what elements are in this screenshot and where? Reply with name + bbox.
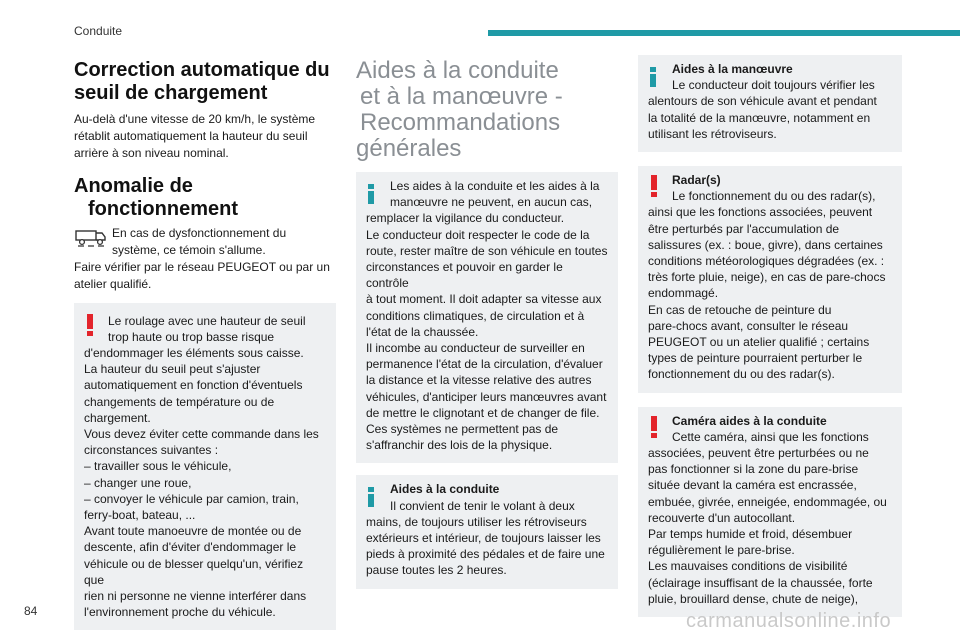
- exclamation-icon: [648, 415, 660, 437]
- text-line: rétablit automatiquement la hauteur du seuil: [74, 128, 308, 143]
- box-title: Aides à la manœuvre: [672, 62, 793, 76]
- text-line: Par temps humide et froid, désembuer: [648, 527, 853, 542]
- text-line: pare-chocs avant, consulter le réseau: [648, 318, 849, 333]
- text-line: conditions climatiques, de circulation et à: [366, 308, 585, 323]
- text-line: Les aides à la conduite et les aides à la: [390, 179, 600, 193]
- text-line: s'affranchir des lois de la physique.: [366, 438, 553, 453]
- text-line: circonstances et pouvoir en garder le contrôle: [366, 260, 563, 291]
- watermark: carmanualsonline.info: [686, 610, 892, 632]
- text-line: utilisant les rétroviseurs.: [648, 126, 777, 141]
- text-line: remplacer la vigilance du conducteur.: [366, 211, 565, 226]
- text-line: système, ce témoin s'allume.: [112, 243, 266, 258]
- text-line: rien ni personne ne vienne interférer dans: [84, 589, 307, 604]
- box-title: Caméra aides à la conduite: [672, 413, 827, 428]
- text-line: Le roulage avec une hauteur de seuil: [108, 313, 306, 328]
- header-title: Conduite: [74, 24, 123, 38]
- text-line: très forte pluie, neige), en cas de pare-chocs: [648, 270, 886, 285]
- text-line: pause toutes les 2 heures.: [366, 563, 507, 578]
- text-line: conditions météorologiques dégradées (ex. :: [648, 254, 885, 269]
- text-line: embuée, givrée, enneigée, endommagée, ou: [648, 494, 887, 509]
- warning-box-camera: [638, 407, 902, 617]
- exclamation-icon: [648, 174, 660, 196]
- text-line: permanence l'état de la circulation, d'évaluer: [366, 357, 603, 372]
- heading-line: générales: [356, 135, 462, 162]
- section-title-auto-correction: [74, 59, 336, 105]
- text-line: – changer une roue,: [84, 475, 192, 490]
- text-line: extérieurs et intérieur, de toujours laisser les: [366, 531, 601, 546]
- text-line: trop haute ou trop basse risque: [108, 329, 275, 344]
- text-line: En cas de retouche de peinture du: [648, 302, 832, 317]
- warning-box-radar: [638, 166, 902, 393]
- box-title: Aides à la conduite: [390, 482, 500, 497]
- info-icon: [368, 184, 374, 204]
- info-box-general: [356, 172, 618, 463]
- text-line: (éclairage insuffisant de la chaussée, forte: [648, 575, 873, 590]
- info-box-driving-aids: [356, 475, 618, 588]
- text-line: située devant la caméra est encrassée,: [648, 478, 857, 493]
- text-line: véhicules, d'anticiper leurs manœuvres avant: [366, 389, 607, 404]
- info-icon: [650, 67, 656, 87]
- text-line: à tout moment. Il doit adapter sa vitesse aux: [366, 292, 602, 307]
- text-line: pas fonctionner si la zone du pare-brise: [648, 462, 859, 477]
- text-line: l'environnement proche du véhicule.: [84, 605, 276, 620]
- section-title-line: Anomalie de: [74, 175, 193, 198]
- warning-box-ride-height: [74, 303, 336, 631]
- text-line: La hauteur du seuil peut s'ajuster: [84, 362, 261, 377]
- text-line: – convoyer le véhicule par camion, train,: [84, 491, 299, 506]
- text-line: la totalité de la manœuvre, notamment en: [648, 110, 871, 125]
- text-line: Le conducteur doit respecter le code de la: [366, 227, 590, 242]
- page-section-heading: [356, 58, 618, 162]
- text-line: mains, de toujours utiliser les rétroviseurs: [366, 514, 587, 529]
- text-line: ainsi que les fonctions associées, peuvent: [648, 205, 873, 220]
- text-line: – travailler sous le véhicule,: [84, 459, 232, 474]
- text-line: arrière à son niveau nominal.: [74, 145, 229, 160]
- section-title-line: seuil de chargement: [74, 82, 268, 104]
- text-line: véhicule ou de blesser quelqu'un, vérifiez que: [84, 556, 304, 587]
- text-line: circonstances suivantes :: [84, 443, 219, 458]
- text-line: Cette caméra, ainsi que les fonctions: [672, 429, 869, 444]
- text-line: d'endommager les éléments sous caisse.: [84, 345, 304, 360]
- text-line: Ces systèmes ne permettent pas de: [366, 422, 559, 437]
- heading-line: et à la manœuvre -: [360, 83, 563, 110]
- section-title-line: fonctionnement: [88, 198, 238, 221]
- text-line: descente, afin d'éviter d'endommager le: [84, 540, 297, 555]
- exclamation-icon: [84, 313, 96, 335]
- text-line: Il convient de tenir le volant à deux: [390, 498, 575, 513]
- vehicle-warning-icon: [74, 225, 108, 254]
- text-line: associées, peuvent être perturbées ou ne: [648, 446, 869, 461]
- text-line: de mettre le clignotant et de changer de file.: [366, 405, 600, 420]
- text-line: pluie, brouillard dense, chute de neige),: [648, 591, 859, 606]
- text-line: Les mauvaises conditions de visibilité: [648, 559, 848, 574]
- text-line: salissures (ex. : boue, givre), dans certaines: [648, 237, 883, 252]
- page-number: 84: [24, 604, 38, 618]
- malfunction-description: [74, 225, 336, 292]
- text-line: Avant toute manoeuvre de montée ou de: [84, 524, 302, 539]
- text-line: Le fonctionnement du ou des radar(s),: [672, 189, 876, 204]
- column-2: [356, 55, 618, 589]
- text-line: recouverte d'un autocollant.: [648, 510, 796, 525]
- text-line: En cas de dysfonctionnement du: [112, 226, 287, 241]
- text-line: endommagé.: [648, 286, 719, 301]
- text-line: régulièrement le pare-brise.: [648, 543, 795, 558]
- heading-line: Recommandations: [360, 109, 561, 136]
- text-line: Faire vérifier par le réseau PEUGEOT ou par un: [74, 259, 330, 274]
- text-line: changements de température ou de: [84, 394, 275, 409]
- section-title-malfunction: [74, 175, 336, 221]
- text-line: automatiquement en fonction d'éventuels: [84, 378, 303, 393]
- section-body: [74, 111, 336, 161]
- text-line: la distance et la vitesse relative des autres: [366, 373, 592, 388]
- text-line: Le conducteur doit toujours vérifier les: [672, 78, 875, 93]
- info-icon: [368, 487, 374, 507]
- text-line: chargement.: [84, 410, 151, 425]
- text-line: être perturbés par l'accumulation de: [648, 221, 840, 236]
- text-line: l'état de la chaussée.: [366, 324, 479, 339]
- text-line: ferry-boat, bateau, ...: [84, 508, 196, 523]
- text-line: Au-delà d'une vitesse de 20 km/h, le système: [74, 112, 316, 126]
- text-line: manœuvre ne peuvent, en aucun cas,: [390, 195, 593, 210]
- text-line: Vous devez éviter cette commande dans les: [84, 427, 319, 441]
- column-3: [638, 55, 902, 617]
- text-line: types de peinture pourraient perturber le: [648, 351, 863, 366]
- text-line: fonctionnement du ou des radar(s).: [648, 367, 835, 382]
- box-title: Radar(s): [672, 173, 721, 188]
- text-line: atelier qualifié.: [74, 276, 152, 291]
- info-box-maneuver-aids: [638, 55, 902, 152]
- column-1: [74, 55, 336, 630]
- text-line: alentours de son véhicule avant et pendant: [648, 94, 877, 109]
- section-title-line: Correction automatique du: [74, 59, 330, 81]
- text-line: route, rester maître de son véhicule en toutes: [366, 243, 608, 258]
- heading-line: Aides à la conduite: [356, 57, 559, 84]
- text-line: Il incombe au conducteur de surveiller en: [366, 341, 585, 356]
- text-line: PEUGEOT ou un atelier qualifié ; certains: [648, 335, 870, 350]
- header-accent-bar: [488, 30, 960, 36]
- text-line: pieds à proximité des pédales et de faire une: [366, 547, 605, 562]
